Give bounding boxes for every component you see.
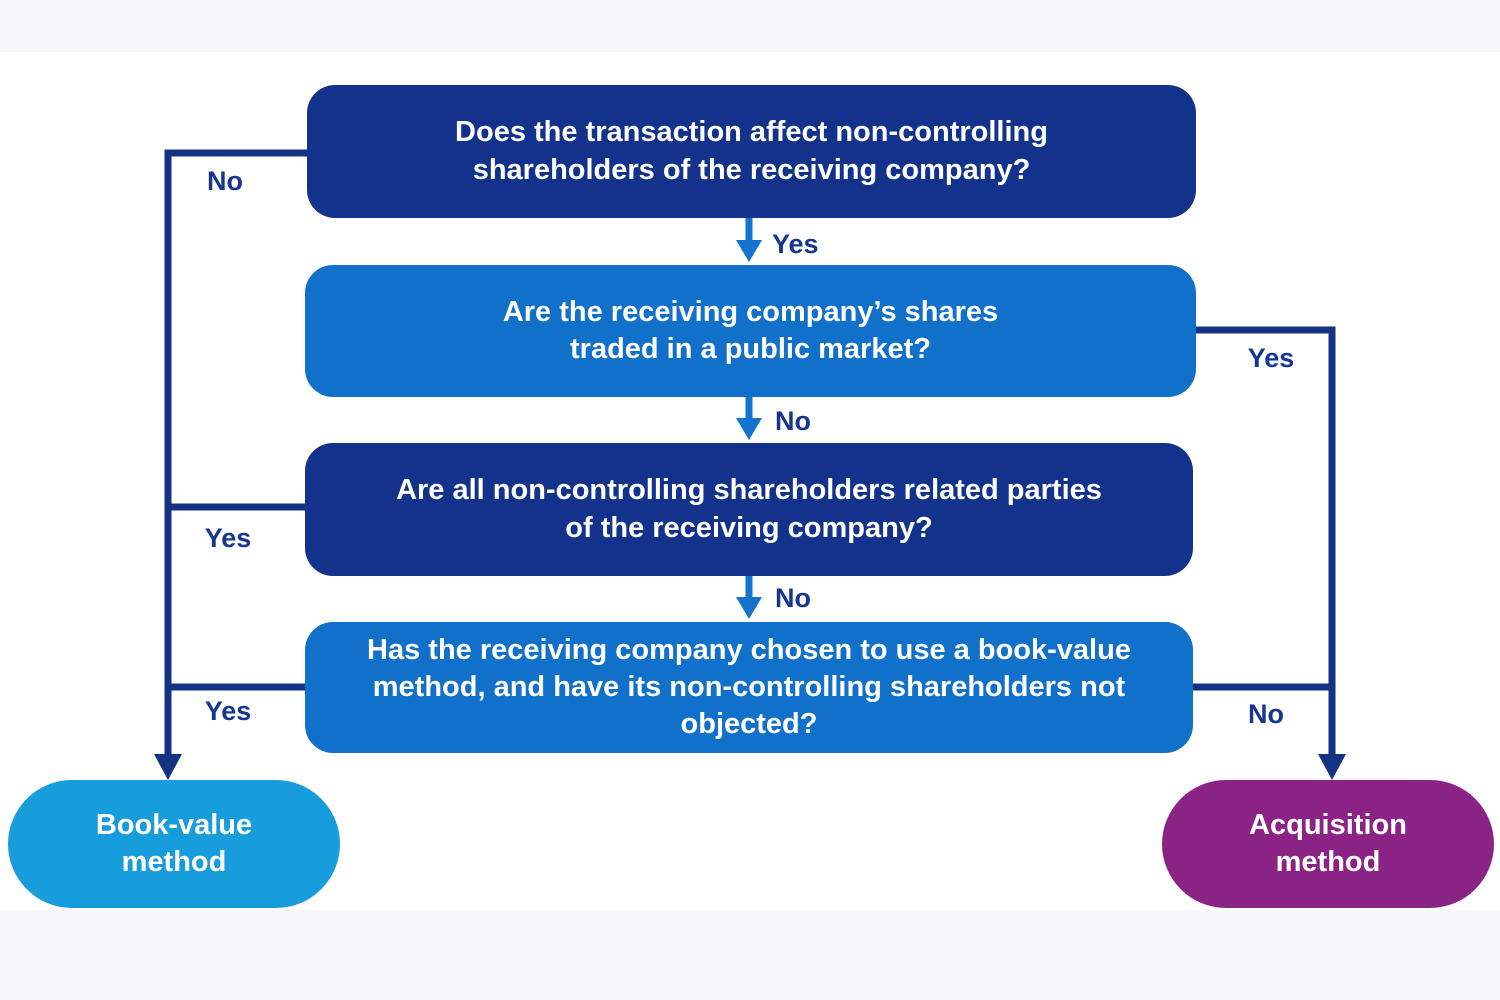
terminal-acquisition-method bbox=[1162, 780, 1494, 908]
edge-label-q2-yes: Yes bbox=[1247, 343, 1295, 373]
arrowhead-acquisition bbox=[1318, 754, 1346, 780]
question-box-3-label: Are all non-controlling shareholders related parties of the receiving company? bbox=[396, 474, 1102, 544]
connector-left-rail bbox=[168, 153, 307, 756]
edge-label-q1-no: No bbox=[207, 166, 243, 196]
arrowhead-q1-yes bbox=[736, 240, 762, 262]
question-box-1-label: Does the transaction affect non-controlling shareholders of the receiving company? bbox=[455, 116, 1048, 186]
edge-label-q4-no: No bbox=[1248, 699, 1284, 729]
edge-label-q4-yes: Yes bbox=[204, 696, 252, 726]
arrowhead-q2-no bbox=[736, 418, 762, 440]
question-box-1 bbox=[307, 85, 1196, 218]
question-box-3 bbox=[305, 443, 1193, 576]
edge-label-q1-yes: Yes bbox=[772, 229, 819, 259]
connector-right-rail bbox=[1196, 330, 1332, 756]
arrowhead-book-value bbox=[154, 754, 182, 780]
question-box-4-label: Has the receiving company chosen to use a book-value method, and have its non-controlling shareholders not objected? bbox=[367, 633, 1131, 741]
question-box-2-label: Are the receiving company’s shares traded in a public market? bbox=[502, 295, 999, 365]
question-box-4 bbox=[305, 622, 1193, 753]
edge-label-q2-no: No bbox=[775, 406, 811, 436]
arrowhead-q3-no bbox=[736, 597, 762, 619]
edge-label-q3-no: No bbox=[775, 583, 811, 613]
terminal-book-value-method bbox=[8, 780, 340, 908]
edge-label-q3-yes: Yes bbox=[204, 523, 252, 553]
terminal-acquisition-label: Acquisition method bbox=[1249, 808, 1407, 878]
terminal-book-value-label: Book-value method bbox=[95, 808, 253, 878]
question-box-2 bbox=[305, 265, 1196, 397]
